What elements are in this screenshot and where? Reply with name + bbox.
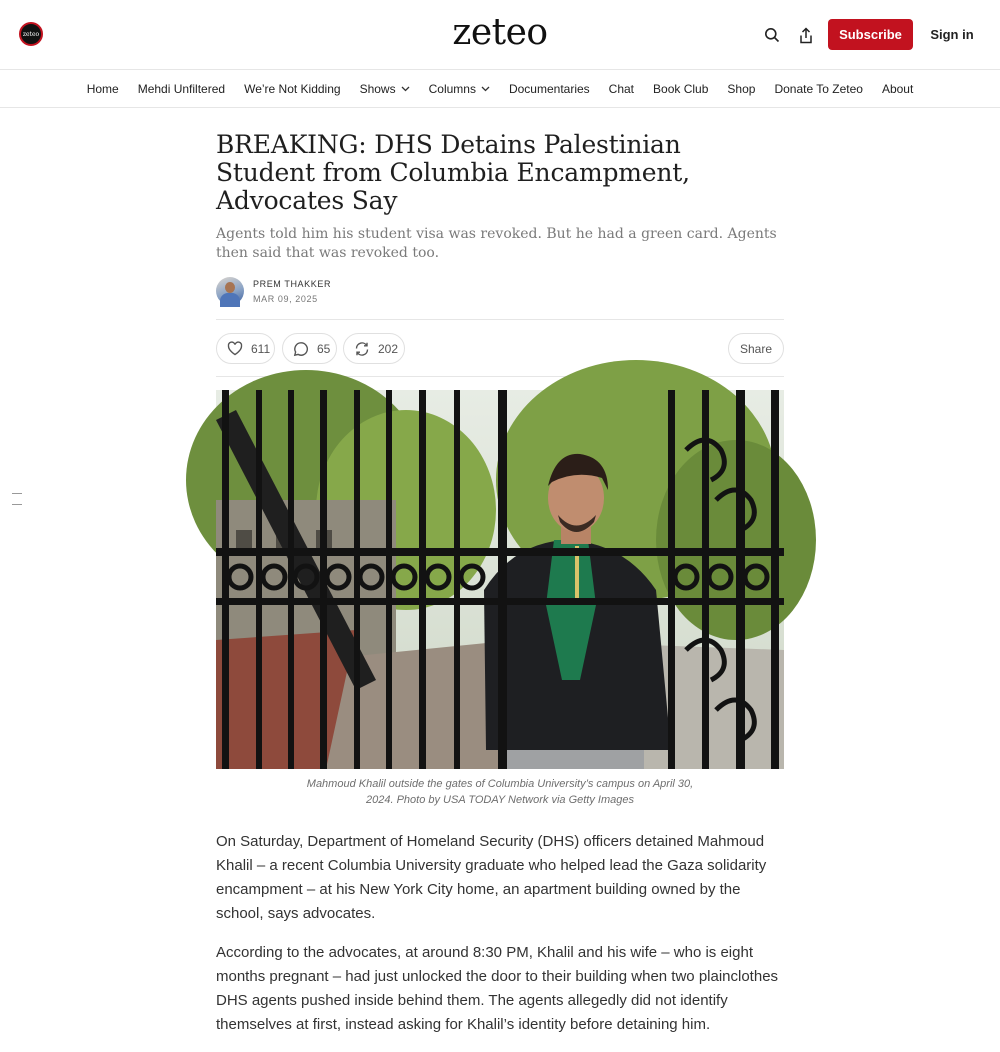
byline [216, 277, 784, 307]
share-top-button[interactable] [793, 22, 819, 48]
nav-item-label: We’re Not Kidding [244, 81, 341, 96]
nav-item-book-club[interactable] [653, 82, 708, 96]
nav-item-shows[interactable] [360, 82, 410, 96]
chevron-down-icon [481, 86, 490, 92]
share-icon [798, 27, 814, 44]
heart-icon [227, 341, 243, 356]
nav-item-label: Chat [608, 81, 635, 96]
restack-count: 202 [378, 341, 399, 356]
toc-line [12, 493, 22, 494]
chevron-down-icon [401, 86, 410, 92]
toc-toggle[interactable] [12, 493, 22, 515]
nav-item-mehdi-unfiltered[interactable] [138, 82, 225, 96]
nav-item-documentaries[interactable] [509, 82, 590, 96]
like-count: 611 [251, 341, 271, 356]
nav-item-label: Columns [428, 81, 476, 96]
article [216, 108, 784, 1052]
photo-caption: Mahmoud Khalil outside the gates of Columbia University’s campus on April 30, 2024. Photo by USA TODAY Network via Getty Images [306, 778, 694, 806]
article-headline: BREAKING: DHS Detains Palestinian Student from Columbia Encampment, Advocates Say [216, 130, 690, 215]
nav-item-label: Shows [359, 81, 396, 96]
nav-item-were-not-kidding[interactable] [244, 82, 341, 96]
publish-date: MAR 09, 2025 [253, 294, 318, 304]
nav-item-columns[interactable] [429, 82, 490, 96]
subscribe-button[interactable]: Subscribe [828, 19, 913, 50]
restack-button[interactable] [343, 333, 405, 364]
nav-item-label: Home [86, 81, 119, 96]
article-body [216, 830, 784, 1037]
main-nav [0, 70, 1000, 108]
toc-line [12, 504, 22, 505]
post-actions [216, 319, 784, 377]
comment-icon [293, 341, 309, 357]
article-photo[interactable] [216, 390, 784, 769]
share-button[interactable] [728, 333, 784, 364]
search-button[interactable] [759, 22, 785, 48]
nav-item-donate[interactable] [774, 82, 863, 96]
logo-mark-text: zeteo [22, 30, 40, 38]
nav-item-label: Book Club [653, 81, 709, 96]
sign-in-button[interactable]: Sign in [930, 27, 974, 42]
nav-item-label: Documentaries [508, 81, 590, 96]
author-name[interactable]: PREM THAKKER [253, 279, 332, 289]
photo-illustration [216, 390, 784, 769]
nav-item-label: Mehdi Unfiltered [137, 81, 226, 96]
article-paragraph: On Saturday, Department of Homeland Security (DHS) officers detained Mahmoud Khalil – a recent Columbia University graduate who helped lead the Gaza solidarity encampment – at his New York City home, an apartment building owned by the school, says advocates. [216, 833, 767, 922]
comment-button[interactable] [282, 333, 337, 364]
site-wordmark[interactable]: zeteo [452, 12, 548, 53]
comment-count: 65 [317, 341, 331, 356]
nav-item-label: Shop [727, 81, 756, 96]
nav-item-home[interactable] [87, 82, 119, 96]
nav-item-label: About [881, 81, 914, 96]
nav-item-shop[interactable] [727, 82, 755, 96]
nav-item-label: Donate To Zeteo [774, 81, 863, 96]
restack-icon [354, 341, 370, 357]
nav-item-chat[interactable] [609, 82, 634, 96]
author-avatar[interactable] [216, 277, 244, 305]
top-bar [0, 0, 1000, 70]
like-button[interactable] [216, 333, 275, 364]
article-paragraph: According to the advocates, at around 8:30 PM, Khalil and his wife – who is eight months pregnant – had just unlocked the door to their building when two plainclothes DHS agents pushed inside behind them. The agents allegedly did not identify themselves at first, instead asking for Khalil’s identity before detaining him. [216, 944, 779, 1033]
article-subtitle: Agents told him his student visa was revoked. But he had a green card. Agents then said that was revoked too. [216, 226, 777, 261]
avatar-torso [220, 293, 240, 307]
avatar-head [225, 282, 235, 293]
nav-item-about[interactable] [882, 82, 913, 96]
share-label: Share [739, 341, 773, 356]
search-icon [764, 27, 780, 43]
